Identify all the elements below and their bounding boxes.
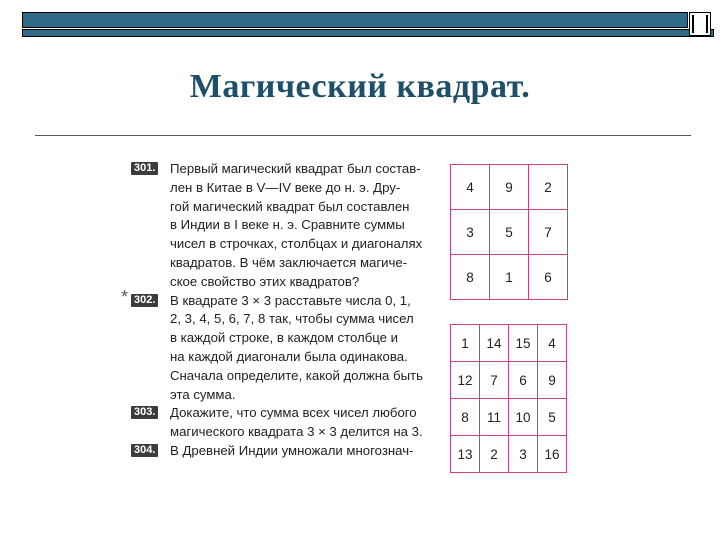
problem-number-badge: 301.: [131, 162, 158, 175]
corner-box: [689, 12, 711, 36]
slide-title: Магический квадрат.: [189, 68, 531, 105]
square-cell: 14: [480, 325, 509, 362]
square-cell: 3: [509, 436, 538, 473]
problem-line: ское свойство этих квадратов?: [170, 273, 360, 289]
square-cell: 3: [451, 210, 490, 255]
square-cell: 11: [480, 399, 509, 436]
problem-302: [70, 286, 440, 405]
problem-number-badge: 302.: [131, 294, 158, 307]
scanned-textbook-page: [70, 140, 605, 483]
problem-line: лен в Китае в V—IV веке до н. э. Дру-: [170, 179, 401, 195]
square-cell: 7: [529, 210, 568, 255]
top-decorative-bar: [22, 12, 712, 36]
problem-line: Сначала определите, какой должна быть: [170, 367, 423, 383]
square-cell: 1: [451, 325, 480, 362]
problem-301: [70, 160, 440, 292]
square-cell: 12: [451, 362, 480, 399]
problem-304: [70, 442, 440, 461]
square-cell: 8: [451, 255, 490, 300]
square-cell: 1: [490, 255, 529, 300]
square-cell: 9: [490, 165, 529, 210]
problem-line: Докажите, что сумма всех чисел любого: [170, 405, 417, 421]
problem-303: [70, 404, 440, 442]
problem-line: квадратов. В чём заключается магиче-: [170, 254, 408, 270]
top-band-upper: [22, 12, 688, 28]
square-cell: 8: [451, 399, 480, 436]
top-band-lower: [22, 29, 714, 37]
square-cell: 4: [451, 165, 490, 210]
problem-line: в Индии в I веке н. э. Сравните суммы: [170, 217, 405, 233]
square-cell: 6: [509, 362, 538, 399]
problem-line: на каждой диагонали была одинакова.: [170, 348, 408, 364]
square-cell: 16: [538, 436, 567, 473]
problem-line: эта сумма.: [170, 386, 236, 402]
square-cell: 4: [538, 325, 567, 362]
square-cell: 13: [451, 436, 480, 473]
square-cell: 5: [490, 210, 529, 255]
magic-square-3x3: [450, 164, 568, 300]
square-cell: 2: [480, 436, 509, 473]
square-cell: 5: [538, 399, 567, 436]
problems-text: [70, 160, 440, 461]
difficulty-star: *: [121, 286, 129, 307]
problem-line: В квадрате 3 × 3 расставьте числа 0, 1,: [170, 292, 411, 308]
problem-line: чисел в строчках, столбцах и диагоналях: [170, 236, 423, 252]
problem-line: В Древней Индии умножали многознач-: [170, 442, 414, 458]
problem-number-badge: 303.: [131, 406, 158, 419]
problem-line: в каждой строке, в каждом столбце и: [170, 330, 399, 346]
square-cell: 10: [509, 399, 538, 436]
title-divider: [35, 135, 691, 136]
square-cell: 7: [480, 362, 509, 399]
square-cell: 6: [529, 255, 568, 300]
problem-line: 2, 3, 4, 5, 6, 7, 8 так, чтобы сумма чисел: [170, 311, 414, 327]
square-cell: 2: [529, 165, 568, 210]
problem-number-badge: 304.: [131, 444, 158, 457]
square-cell: 15: [509, 325, 538, 362]
problem-line: магического квадрата 3 × 3 делится на 3.: [170, 424, 423, 440]
magic-square-4x4: [450, 324, 567, 473]
square-cell: 9: [538, 362, 567, 399]
problem-line: гой магический квадрат был составлен: [170, 198, 410, 214]
problem-line: Первый магический квадрат был состав-: [170, 161, 421, 176]
